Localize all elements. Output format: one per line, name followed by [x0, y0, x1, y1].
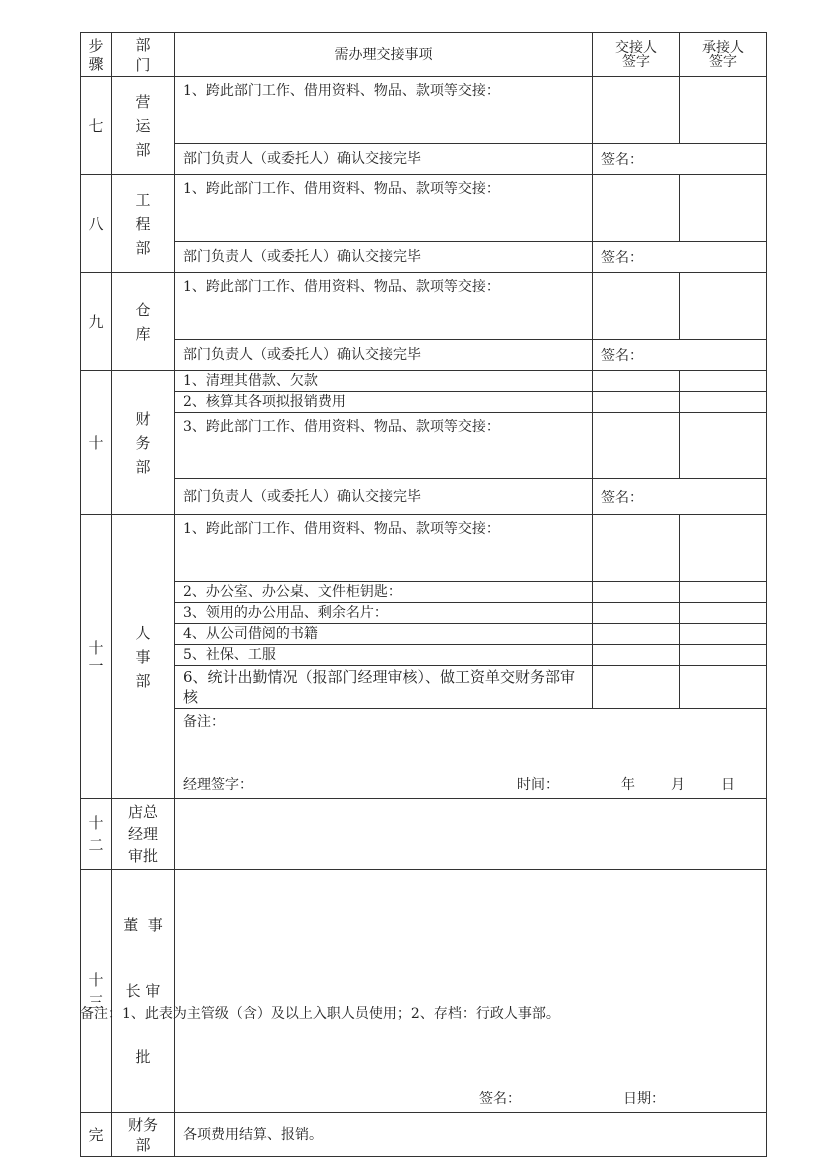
manager-sign-label: 经理签字： [183, 777, 253, 793]
step10-confirm: 部门负责人（或委托人）确认交接完毕 [175, 479, 593, 515]
step11-item1-handover[interactable] [593, 515, 680, 582]
step11-row3 [81, 603, 767, 624]
step10-item1-handover[interactable] [593, 371, 680, 392]
step11-item4: 4、从公司借阅的书籍 [175, 624, 593, 645]
step13-date-label: 日期： [623, 1091, 665, 1107]
step8-handover-cell[interactable] [593, 175, 680, 242]
step7-dept: 营 运 部 [112, 77, 175, 175]
step12-dept: 店总 经理 审批 [112, 799, 175, 870]
step11-dept: 人 事 部 [112, 515, 175, 799]
step7-number: 七 [81, 77, 112, 175]
step11-item5: 5、社保、工服 [175, 645, 593, 666]
step11-remarks-cell[interactable] [175, 709, 767, 799]
step11-item2-receiver[interactable] [680, 582, 767, 603]
step11-row2 [81, 582, 767, 603]
handover-table [80, 32, 767, 1157]
step9-item: 1、跨此部门工作、借用资料、物品、款项等交接： [175, 273, 593, 340]
step11-item2: 2、办公室、办公桌、文件柜钥匙： [175, 582, 593, 603]
step7-receiver-cell[interactable] [680, 77, 767, 144]
header-handover-sign: 交接人 签字 [593, 33, 680, 77]
step10-item2: 2、核算其各项拟报销费用 [175, 392, 593, 413]
step11-item3-handover[interactable] [593, 603, 680, 624]
month-label: 月 [671, 777, 685, 793]
year-label: 年 [621, 777, 635, 793]
header-dept: 部 门 [112, 33, 175, 77]
header-receiver-sign: 承接人 签字 [680, 33, 767, 77]
step9-confirm: 部门负责人（或委托人）确认交接完毕 [175, 340, 593, 371]
step8-confirm-row [81, 242, 767, 273]
step11-item1: 1、跨此部门工作、借用资料、物品、款项等交接： [175, 515, 593, 582]
step10-item2-handover[interactable] [593, 392, 680, 413]
step9-row [81, 273, 767, 340]
step10-confirm-row [81, 479, 767, 515]
manager-sign-line [183, 774, 758, 794]
step11-remarks-row [81, 709, 767, 799]
step7-sign[interactable]: 签名： [593, 144, 767, 175]
step11-item4-handover[interactable] [593, 624, 680, 645]
step10-row2 [81, 392, 767, 413]
step11-item5-receiver[interactable] [680, 645, 767, 666]
step10-row3 [81, 413, 767, 479]
step7-handover-cell[interactable] [593, 77, 680, 144]
final-step: 完 [81, 1113, 112, 1157]
time-label: 时间： [517, 777, 559, 793]
step10-dept: 财 务 部 [112, 371, 175, 515]
final-text: 各项费用结算、报销。 [175, 1113, 767, 1157]
step8-confirm: 部门负责人（或委托人）确认交接完毕 [175, 242, 593, 273]
step8-sign[interactable]: 签名： [593, 242, 767, 273]
remarks-label: 备注： [183, 714, 225, 730]
step11-item4-receiver[interactable] [680, 624, 767, 645]
step12-approval-cell[interactable] [175, 799, 767, 870]
step7-confirm-row [81, 144, 767, 175]
step8-row [81, 175, 767, 242]
step8-receiver-cell[interactable] [680, 175, 767, 242]
step11-item6-receiver[interactable] [680, 666, 767, 709]
header-row [81, 33, 767, 77]
step7-confirm: 部门负责人（或委托人）确认交接完毕 [175, 144, 593, 175]
step12-row [81, 799, 767, 870]
step13-number: 十 三 [81, 870, 112, 1113]
step13-sign-line [175, 1088, 766, 1108]
step10-item3-handover[interactable] [593, 413, 680, 479]
step10-item3-receiver[interactable] [680, 413, 767, 479]
step10-number: 十 [81, 371, 112, 515]
step11-item6: 6、统计出勤情况（报部门经理审核）、做工资单交财务部审核 [175, 666, 593, 709]
step10-item2-receiver[interactable] [680, 392, 767, 413]
step13-approval-cell[interactable] [175, 870, 767, 1113]
step11-item2-handover[interactable] [593, 582, 680, 603]
header-step: 步 骤 [81, 33, 112, 77]
step11-item1-receiver[interactable] [680, 515, 767, 582]
step11-item3: 3、领用的办公用品、剩余名片： [175, 603, 593, 624]
step11-row1 [81, 515, 767, 582]
step12-number: 十 二 [81, 799, 112, 870]
step11-number: 十 一 [81, 515, 112, 799]
step7-row [81, 77, 767, 144]
day-label: 日 [721, 777, 735, 793]
step9-receiver-cell[interactable] [680, 273, 767, 340]
step13-row [81, 870, 767, 1113]
step11-row4 [81, 624, 767, 645]
step8-item: 1、跨此部门工作、借用资料、物品、款项等交接： [175, 175, 593, 242]
step11-item5-handover[interactable] [593, 645, 680, 666]
step7-item: 1、跨此部门工作、借用资料、物品、款项等交接： [175, 77, 593, 144]
step10-sign[interactable]: 签名： [593, 479, 767, 515]
header-items: 需办理交接事项 [175, 33, 593, 77]
step11-row5 [81, 645, 767, 666]
step10-item3: 3、跨此部门工作、借用资料、物品、款项等交接： [175, 413, 593, 479]
step8-number: 八 [81, 175, 112, 273]
step13-sign-label: 签名： [479, 1091, 521, 1107]
step9-confirm-row [81, 340, 767, 371]
step9-handover-cell[interactable] [593, 273, 680, 340]
final-row [81, 1113, 767, 1157]
final-dept: 财务 部 [112, 1113, 175, 1157]
step10-item1: 1、清理其借款、欠款 [175, 371, 593, 392]
step9-sign[interactable]: 签名： [593, 340, 767, 371]
step11-item6-handover[interactable] [593, 666, 680, 709]
step11-row6 [81, 666, 767, 709]
step11-item3-receiver[interactable] [680, 603, 767, 624]
step9-dept: 仓 库 [112, 273, 175, 371]
step13-dept: 董 事 长 审 批 [112, 870, 175, 1113]
footnote: 备注：1、此表为主管级（含）及以上入职人员使用；2、存档：行政人事部。 [80, 1006, 560, 1022]
step8-dept: 工 程 部 [112, 175, 175, 273]
step10-row1 [81, 371, 767, 392]
step9-number: 九 [81, 273, 112, 371]
step10-item1-receiver[interactable] [680, 371, 767, 392]
